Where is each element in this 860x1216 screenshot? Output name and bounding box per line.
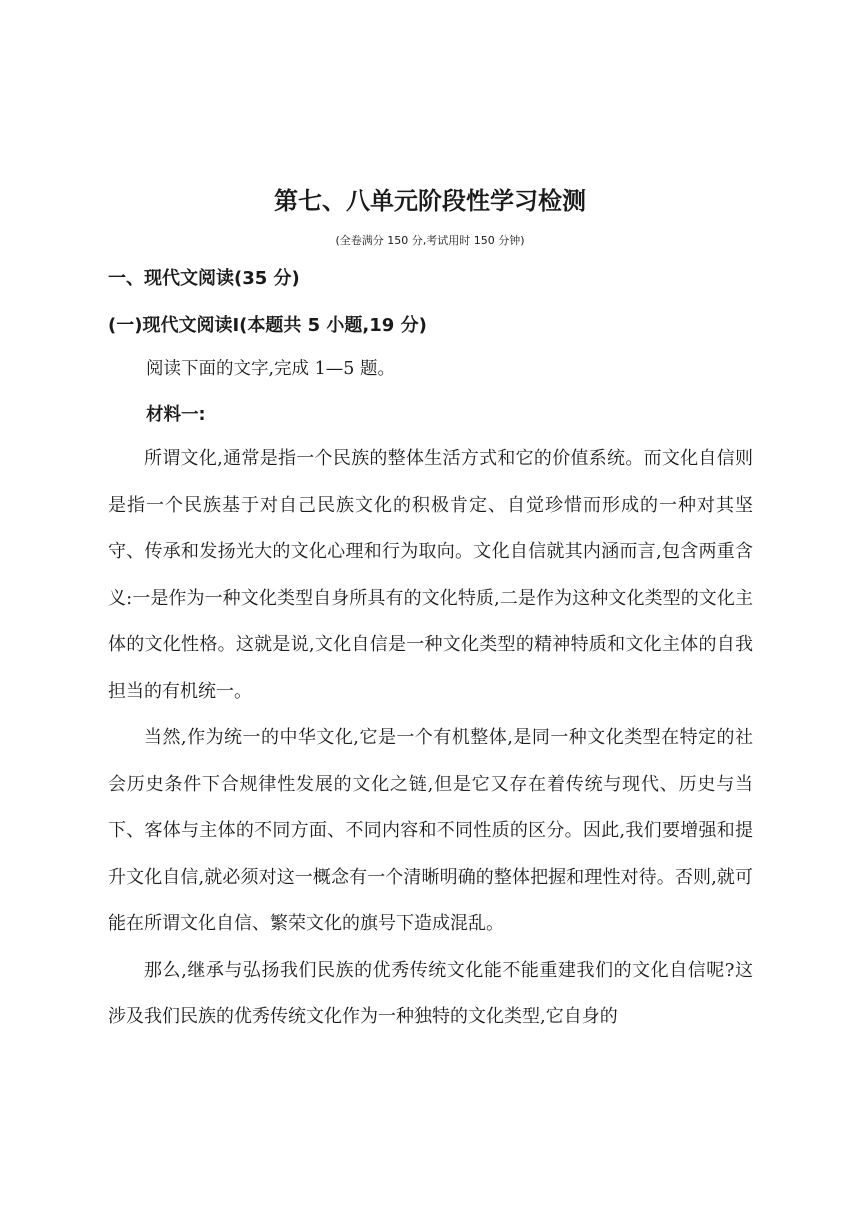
paragraph-1: 所谓文化,通常是指一个民族的整体生活方式和它的价值系统。而文化自信则是指一个民族基于对自己民族文化的积极肯定、自觉珍惜而形成的一种对其坚守、传承和发扬光大的文化心理和行为取向。文化自信就其内涵而言,包含两重含义:一是作为一种文化类型自身所具有的文化特质,二是作为这种文化类型的文化主体的文化性格。这就是说,文化自信是一种文化类型的精神特质和文化主体的自我担当的有机统一。 <box>108 448 753 702</box>
section-heading: 一、现代文阅读(35 分) <box>108 268 300 289</box>
article-body <box>108 436 753 1041</box>
document-title: 第七、八单元阶段性学习检测 <box>274 187 586 215</box>
subsection-heading: (一)现代文阅读Ⅰ(本题共 5 小题,19 分) <box>108 315 427 336</box>
paragraph-3: 那么,继承与弘扬我们民族的优秀传统文化能不能重建我们的文化自信呢?这涉及我们民族的优秀传统文化作为一种独特的文化类型,它自身的 <box>108 959 753 1027</box>
material-label: 材料一: <box>146 405 206 425</box>
document-subtitle: (全卷满分 150 分,考试用时 150 分钟) <box>335 234 525 247</box>
paragraph-2: 当然,作为统一的中华文化,它是一个有机整体,是同一种文化类型在特定的社会历史条件下合规律性发展的文化之链,但是它又存在着传统与现代、历史与当下、客体与主体的不同方面、不同内容和不同性质的区分。因此,我们要增强和提升文化自信,就必须对这一概念有一个清晰明确的整体把握和理性对待。否则,就可能在所谓文化自信、繁荣文化的旗号下造成混乱。 <box>108 727 753 934</box>
reading-instruction: 阅读下面的文字,完成 1—5 题。 <box>146 359 395 379</box>
